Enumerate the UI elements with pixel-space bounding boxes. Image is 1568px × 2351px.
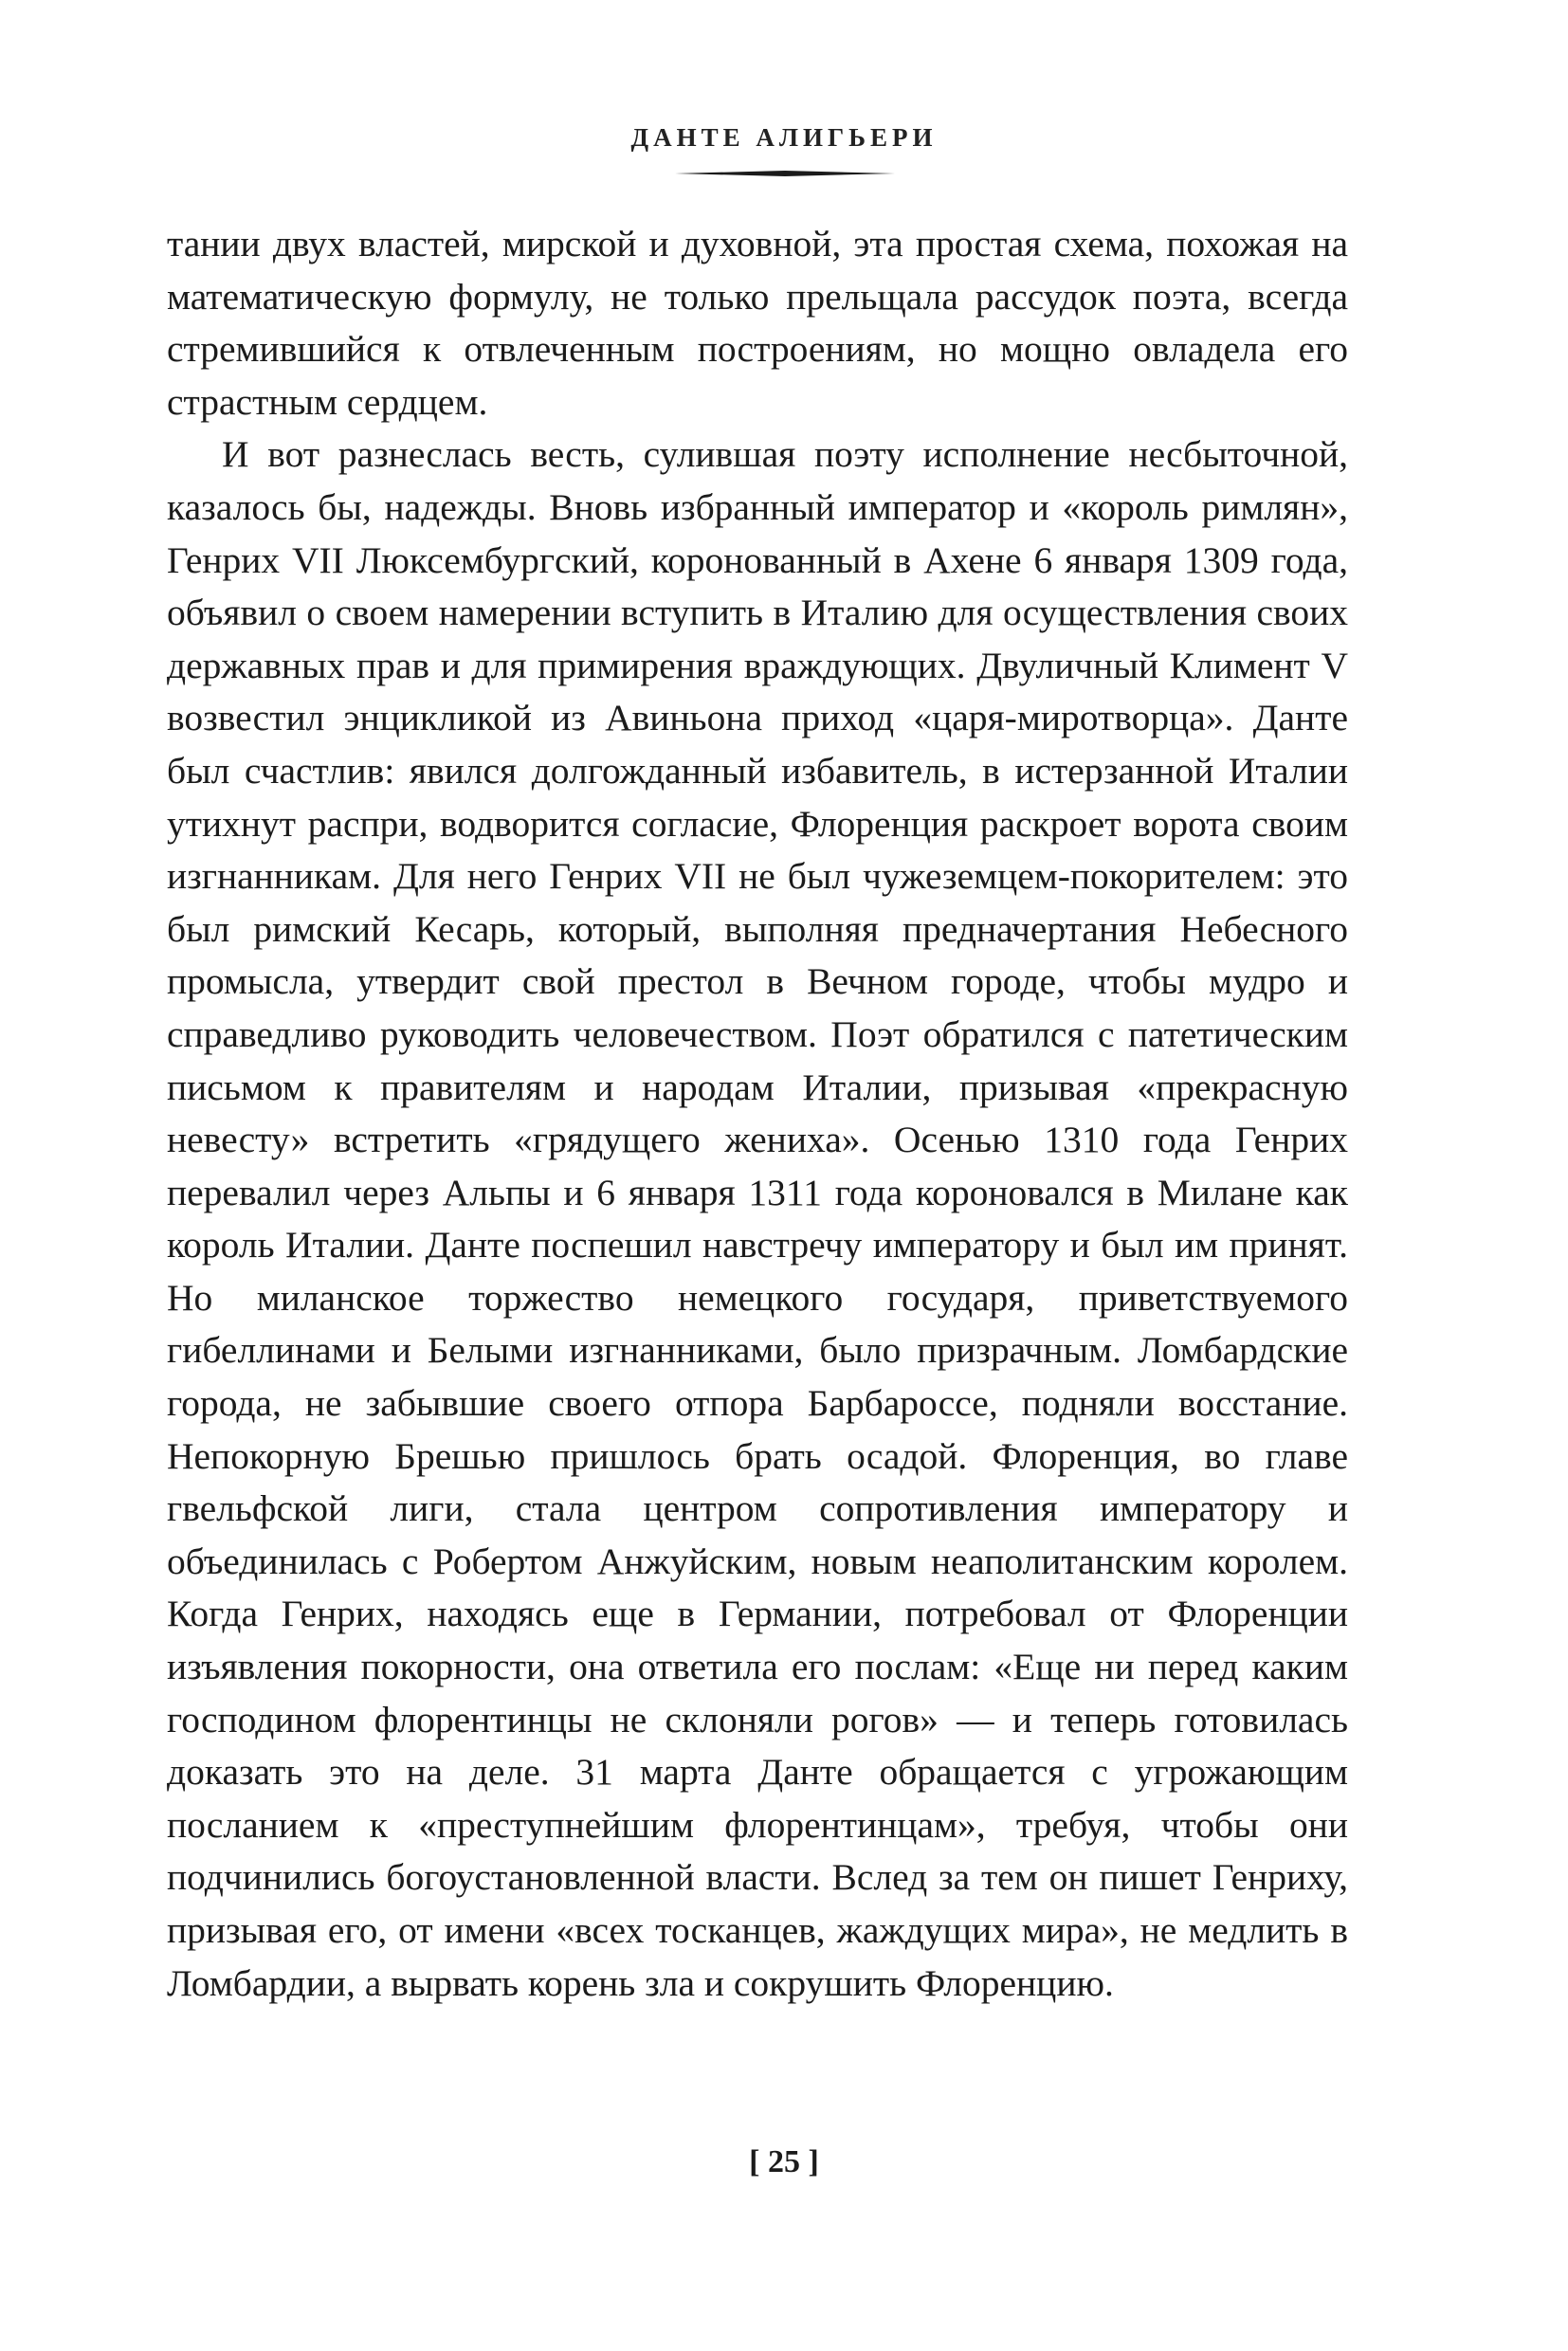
page-number: [ 25 ] (749, 2144, 819, 2179)
paragraph-continued: тании двух властей, мирской и духовной, эта простая схема, похожая на математическую формулу, не только прельщала рассудок поэта, всегда стремившийся к отвлеченным построениям, но мощно овладела его страстным сердцем. (167, 223, 1348, 423)
paragraph-henry-vii: И вот разнеслась весть, сулившая поэту исполнение несбыточной, казалось бы, надежды. Вновь избранный император и «король римлян», Генрих VII Люксембургский, коронованный в Ахене 6 января 1309 года, объявил о своем намерении вступить в Италию для осуществления своих державных прав и для примирения враждующих. Двуличный Климент V возвестил энцикликой из Авиньона приход «царя-миротворца». Данте был счастлив: явился долгожданный избавитель, в истерзанной Италии утихнут распри, водворится согласие, Флоренция раскроет ворота своим изгнанникам. Для него Генрих VII не был чужеземцем-покорителем: это был римский Кесарь, который, выполняя предначертания Небесного промысла, утвердит свой престол в Вечном городе, чтобы мудро и справедливо руководить человечеством. Поэт обратился с патетическим письмом к правителям и народам Италии, призывая «прекрасную невесту» встретить «грядущего жениха». Осенью 1310 года Генрих перевалил через Альпы и 6 января 1311 года короновался в Милане как король Италии. Данте поспешил навстречу императору и был им принят. Но миланское торжество немецкого государя, приветствуемого гибеллинами и Белыми изгнанниками, было призрачным. Ломбардские города, не забывшие своего отпора Барбароссе, подняли восстание. Непокорную Брешью пришлось брать осадой. Флоренция, во главе гвельфской лиги, стала центром сопротивления императору и объединилась с Робертом Анжуйским, новым неаполитанским королем. Когда Генрих, находясь еще в Германии, потребовал от Флоренции изъявления покорности, она ответила его послам: «Еще ни перед каким господином флорентинцы не склоняли рогов» — и теперь готовилась доказать это на деле. 31 марта Данте обращается с угрожающим посланием к «преступнейшим флорентинцам», требуя, чтобы они подчинились богоустановленной власти. Вслед за тем он пишет Генриху, призывая его, от имени «всех тосканцев, жаждущих мира», не медлить в Ломбардии, а вырвать корень зла и сокрушить Флоренцию. (167, 433, 1348, 2004)
running-head-rule (675, 171, 895, 176)
running-head-title: ДАНТЕ АЛИГЬЕРИ (630, 123, 938, 152)
body-text (167, 218, 1348, 2010)
